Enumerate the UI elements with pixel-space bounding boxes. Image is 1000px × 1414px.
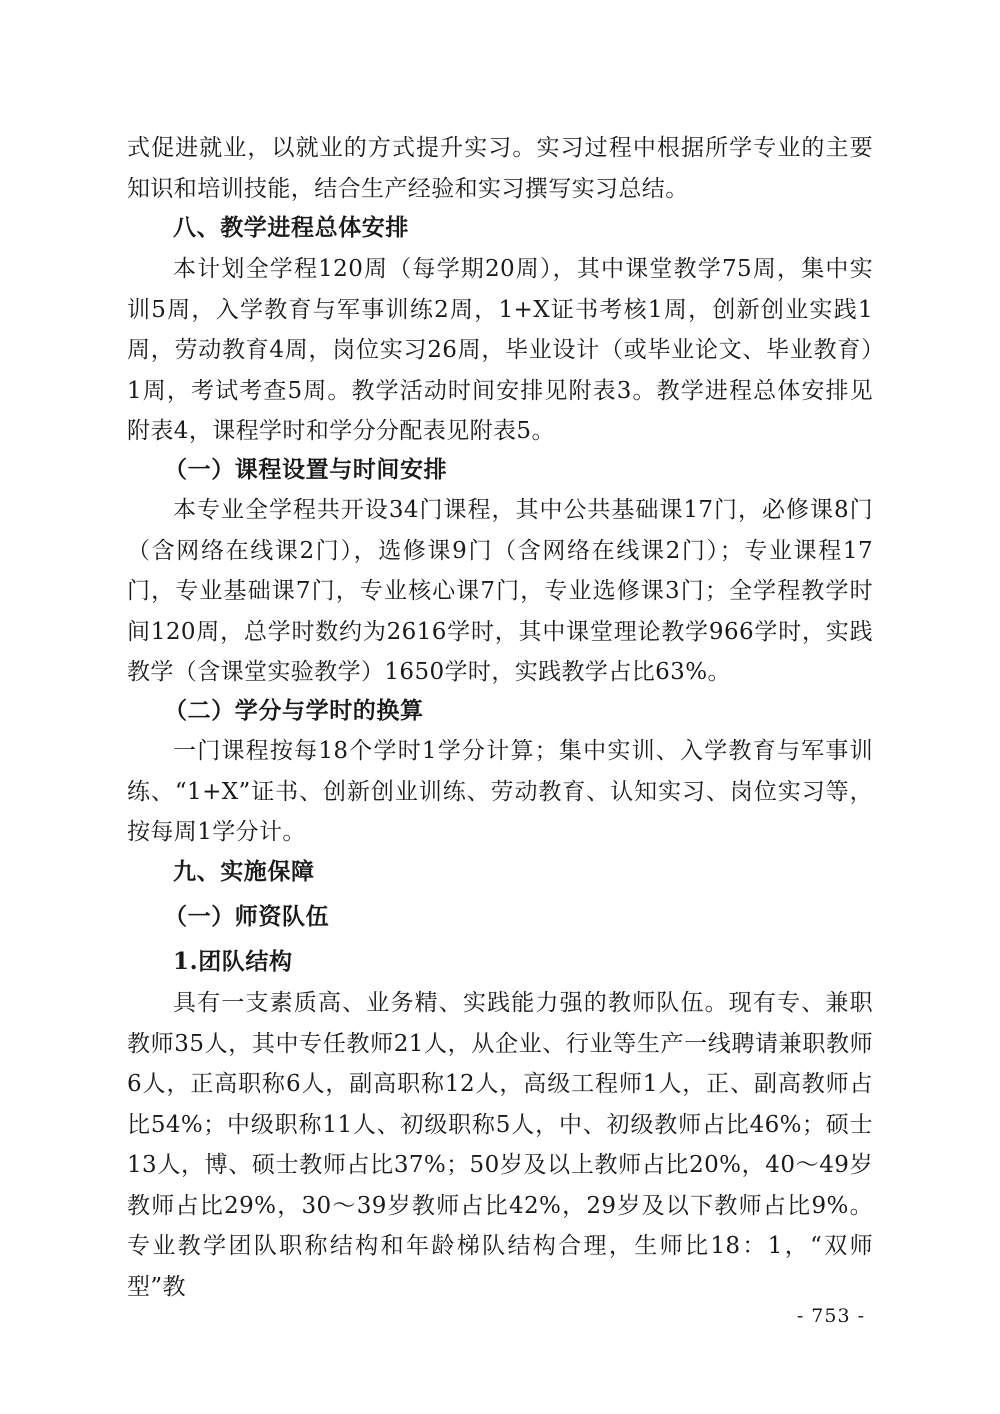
schedule-paragraph: 本计划全学程120周（每学期20周），其中课堂教学75周，集中实训5周，入学教育与军事训练2周，1+X证书考核1周，创新创业实践1周，劳动教育4周，岗位实习26周，毕业设计（或毕业论文、毕业教育）1周，考试考查5周。教学活动时间安排见附表3。教学进程总体安排见附表4，课程学时和学分分配表见附表5。 [127,256,873,444]
item-heading-team-structure: 1.团队结构 [173,948,293,975]
credits-paragraph: 一门课程按每18个学时1学分计算；集中实训、入学教育与军事训练、“1+X”证书、创新创业训练、劳动教育、认知实习、岗位实习等，按每周1学分计。 [127,738,873,845]
subsection-heading-credits: （二）学分与学时的换算 [164,698,424,724]
team-paragraph: 具有一支素质高、业务精、实践能力强的教师队伍。现有专、兼职教师35人，其中专任教师21人，从企业、行业等生产一线聘请兼职教师6人，正高职称6人，副高职称12人，高级工程师1人，正、副高教师占比54%；中级职称11人、初级职称5人，中、初级教师占比46%；硕士13人，博、硕士教师占比37%；50岁及以上教师占比20%，40～49岁教师占比29%，30～39岁教师占比42%，29岁及以下教师占比9%。专业教学团队职称结构和年龄梯队结构合理，生师比18：1，“双师型”教 [127,990,873,1300]
section-heading-8: 八、教学进程总体安排 [173,215,409,241]
subsection-heading-courses: （一）课程设置与时间安排 [164,457,448,483]
section-heading-9: 九、实施保障 [173,859,315,885]
intro-paragraph: 式促进就业，以就业的方式提升实习。实习过程中根据所学专业的主要知识和培训技能，结合生产经验和实习撰写实习总结。 [127,135,873,202]
subsection-heading-faculty: （一）师资队伍 [164,904,330,930]
courses-paragraph: 本专业全学程共开设34门课程，其中公共基础课17门，必修课8门（含网络在线课2门），选修课9门（含网络在线课2门）；专业课程17门，专业基础课7门，专业核心课7门，专业选修课3门；全学程教学时间120周，总学时数约为2616学时，其中课堂理论教学966学时，实践教学（含课堂实验教学）1650学时，实践教学占比63%。 [127,497,873,685]
page-number: - 753 - [796,1305,865,1327]
